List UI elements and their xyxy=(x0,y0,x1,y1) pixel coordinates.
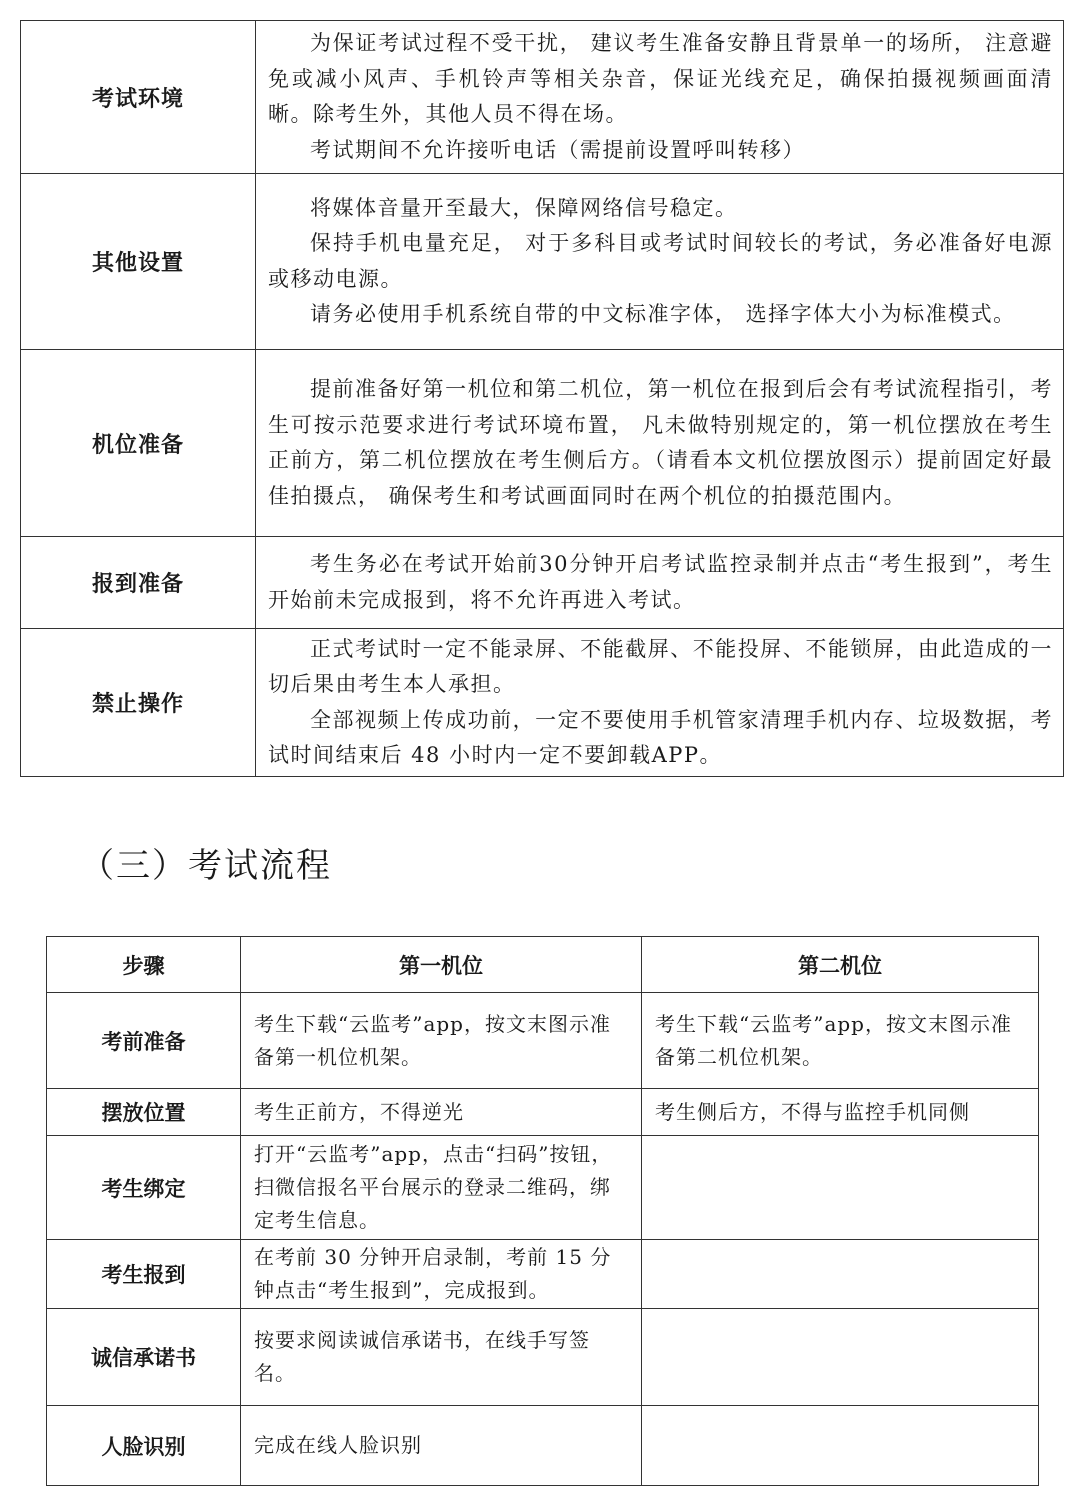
row-label: 禁止操作 xyxy=(21,629,256,777)
table-row xyxy=(21,537,1064,629)
table-row xyxy=(47,1089,1039,1136)
first-camera-cell: 考生正前方，不得逆光 xyxy=(241,1089,642,1136)
row-label: 报到准备 xyxy=(21,537,256,629)
step-cell: 考生报到 xyxy=(47,1240,241,1309)
paragraph: 将媒体音量开至最大，保障网络信号稳定。 xyxy=(310,195,738,220)
first-camera-cell: 完成在线人脸识别 xyxy=(241,1406,642,1486)
paragraph: 提前准备好第一机位和第二机位，第一机位在报到后会有考试流程指引，考生可按示范要求进行考试环境布置， 凡未做特别规定的，第一机位摆放在考生正前方，第二机位摆放在考生侧后方。（请看本文机位摆放图示）提前固定好最佳拍摄点， 确保考生和考试画面同时在两个机位的拍摄范围内。 xyxy=(268,377,1053,508)
table-row xyxy=(21,350,1064,537)
row-label: 机位准备 xyxy=(21,350,256,537)
row-label: 其他设置 xyxy=(21,174,256,350)
table-row xyxy=(47,1240,1039,1309)
table-row xyxy=(47,1406,1039,1486)
table-row xyxy=(47,1309,1039,1406)
paragraph: 请务必使用手机系统自带的中文标准字体， 选择字体大小为标准模式。 xyxy=(310,302,1016,326)
section-heading: （三）考试流程 xyxy=(80,846,332,886)
table-row xyxy=(21,21,1064,174)
first-camera-cell: 按要求阅读诚信承诺书，在线手写签名。 xyxy=(241,1309,642,1406)
paragraph: 考生务必在考试开始前30分钟开启考试监控录制并点击“考生报到”，考生开始前未完成报到，将不允许再进入考试。 xyxy=(268,552,1053,612)
second-camera-cell xyxy=(642,1240,1039,1309)
second-camera-cell xyxy=(642,1406,1039,1486)
second-camera-cell: 考生侧后方，不得与监控手机同侧 xyxy=(642,1089,1039,1136)
step-cell: 人脸识别 xyxy=(47,1406,241,1486)
exam-procedure-table xyxy=(46,936,1039,1486)
table-row xyxy=(21,629,1064,777)
first-camera-cell: 在考前 30 分钟开启录制，考前 15 分钟点击“考生报到”，完成报到。 xyxy=(241,1240,642,1309)
paragraph: 正式考试时一定不能录屏、不能截屏、不能投屏、不能锁屏，由此造成的一切后果由考生本人承担。 xyxy=(268,636,1053,696)
row-content xyxy=(256,629,1064,777)
step-cell: 摆放位置 xyxy=(47,1089,241,1136)
row-label: 考试环境 xyxy=(21,21,256,174)
row-content xyxy=(256,21,1064,174)
second-camera-cell: 考生下载“云监考”app，按文末图示准备第二机位机架。 xyxy=(642,993,1039,1089)
row-content xyxy=(256,174,1064,350)
step-cell: 考前准备 xyxy=(47,993,241,1089)
paragraph: 考试期间不允许接听电话（需提前设置呼叫转移） xyxy=(310,137,805,162)
header-first-camera: 第一机位 xyxy=(241,937,642,993)
paragraph: 保持手机电量充足， 对于多科目或考试时间较长的考试，务必准备好电源或移动电源。 xyxy=(268,231,1053,291)
table-row xyxy=(47,993,1039,1089)
row-content xyxy=(256,350,1064,537)
paragraph: 全部视频上传成功前，一定不要使用手机管家清理手机内存、垃圾数据，考试时间结束后 48 小时内一定不要卸载APP。 xyxy=(268,707,1053,767)
exam-requirements-table xyxy=(20,20,1064,777)
header-step: 步骤 xyxy=(47,937,241,993)
first-camera-cell: 打开“云监考”app，点击“扫码”按钮，扫微信报名平台展示的登录二维码，绑定考生信息。 xyxy=(241,1136,642,1240)
first-camera-cell: 考生下载“云监考”app，按文末图示准备第一机位机架。 xyxy=(241,993,642,1089)
table-row xyxy=(47,1136,1039,1240)
header-second-camera: 第二机位 xyxy=(642,937,1039,993)
paragraph: 为保证考试过程不受干扰， 建议考生准备安静且背景单一的场所， 注意避免或减小风声、手机铃声等相关杂音，保证光线充足，确保拍摄视频画面清晰。除考生外，其他人员不得在场。 xyxy=(268,31,1053,126)
second-camera-cell xyxy=(642,1309,1039,1406)
row-content xyxy=(256,537,1064,629)
step-cell: 诚信承诺书 xyxy=(47,1309,241,1406)
table-row xyxy=(21,174,1064,350)
table-header-row xyxy=(47,937,1039,993)
second-camera-cell xyxy=(642,1136,1039,1240)
step-cell: 考生绑定 xyxy=(47,1136,241,1240)
